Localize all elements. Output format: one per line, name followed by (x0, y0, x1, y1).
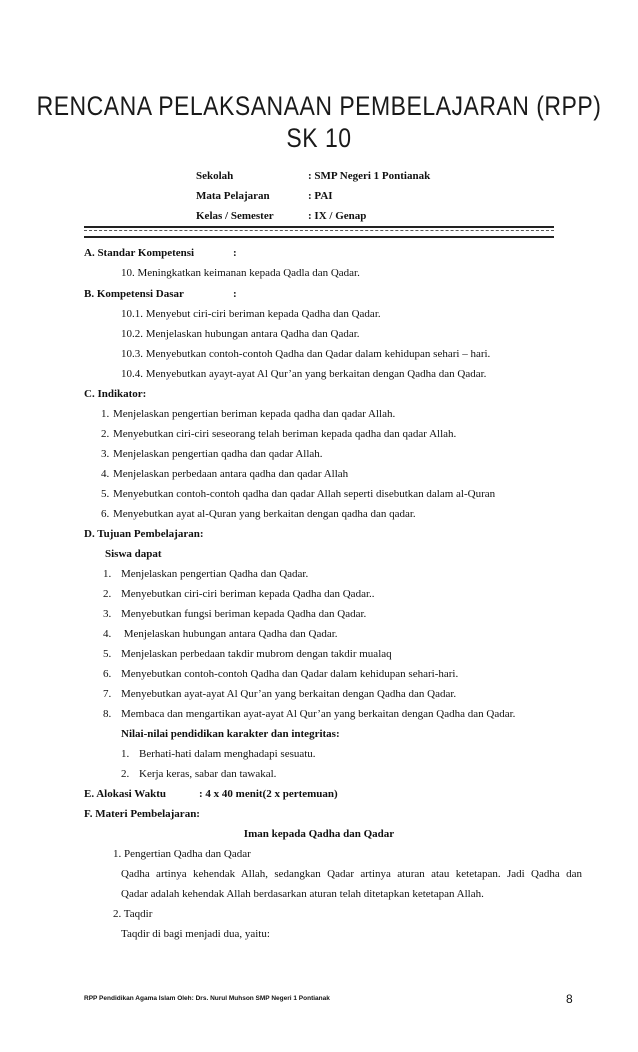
section-b-colon: : (233, 288, 237, 300)
item-text: Menyebutkan contoh-contoh Qadha dan Qadar dalam kehidupan sehari-hari. (121, 668, 459, 680)
info-row-subject (196, 190, 333, 202)
info-value: : IX / Genap (308, 210, 367, 222)
section-b-item: 10.1. Menyebut ciri-ciri beriman kepada Qadha dan Qadar. (121, 308, 381, 320)
section-d-item: 2. Menyebutkan ciri-ciri beriman kepada Qadha dan Qadar.. (103, 588, 375, 600)
section-c-item: 4. Menjelaskan perbedaan antara qadha dan qadar Allah (101, 468, 349, 480)
item-text: Menjelaskan pengertian beriman kepada qadha dan qadar Allah. (113, 408, 396, 420)
info-key: Mata Pelajaran (196, 190, 270, 202)
item-text: Menjelaskan perbedaan takdir mubrom dengan takdir mualaq (121, 648, 392, 660)
material-paragraph-line: Taqdir di bagi menjadi dua, yaitu: (121, 928, 270, 940)
section-d-item: 4. Menjelaskan hubungan antara Qadha dan Qadar. (103, 628, 338, 640)
section-c-item: 5. Menyebutkan contoh-contoh qadha dan qadar Allah seperti disebutkan dalam al-Quran (101, 488, 496, 500)
document-title: RENCANA PELAKSANAAN PEMBELAJARAN (RPP) (36, 90, 602, 121)
info-row-school (196, 170, 430, 182)
section-e-value: : 4 x 40 menit(2 x pertemuan) (199, 788, 338, 800)
item-text: Membaca dan mengartikan ayat-ayat Al Qur’an yang berkaitan dengan Qadha dan Qadar. (121, 708, 516, 720)
item-text: Menyebutkan contoh-contoh qadha dan qadar Allah seperti disebutkan dalam al-Quran (113, 488, 496, 500)
character-values-heading: Nilai-nilai pendidikan karakter dan integritas: (121, 728, 340, 740)
item-text: Menyebutkan ayat al-Quran yang berkaitan dengan qadha dan qadar. (113, 508, 416, 520)
info-row-class (196, 210, 366, 222)
material-title: Iman kepada Qadha dan Qadar (243, 828, 395, 840)
section-f-heading: F. Materi Pembelajaran: (84, 808, 200, 820)
item-text: Menjelaskan hubungan antara Qadha dan Qadar. (121, 628, 338, 640)
section-d-item: 5. Menjelaskan perbedaan takdir mubrom dengan takdir mualaq (103, 648, 392, 660)
section-d-heading: D. Tujuan Pembelajaran: (84, 528, 204, 540)
material-subheading: 2. Taqdir (113, 908, 153, 920)
section-d-item: 7. Menyebutkan ayat-ayat Al Qur’an yang berkaitan dengan Qadha dan Qadar. (103, 688, 457, 700)
item-text: Menyebutkan ayat-ayat Al Qur’an yang berkaitan dengan Qadha dan Qadar. (121, 688, 457, 700)
section-c-heading: C. Indikator: (84, 388, 147, 400)
section-b-heading: B. Kompetensi Dasar (84, 288, 184, 300)
section-d-item: 6. Menyebutkan contoh-contoh Qadha dan Qadar dalam kehidupan sehari-hari. (103, 668, 459, 680)
section-d-subheading: Siswa dapat (105, 548, 162, 560)
item-text: Menjelaskan pengertian qadha dan qadar Allah. (113, 448, 323, 460)
item-text: Menyebutkan ciri-ciri beriman kepada Qadha dan Qadar.. (121, 588, 375, 600)
character-value-item: 2. Kerja keras, sabar dan tawakal. (121, 768, 277, 780)
info-key: Sekolah (196, 170, 234, 182)
item-text: Menjelaskan pengertian Qadha dan Qadar. (121, 568, 309, 580)
info-value: : SMP Negeri 1 Pontianak (308, 170, 431, 182)
section-b-item: 10.2. Menjelaskan hubungan antara Qadha dan Qadar. (121, 328, 360, 340)
material-paragraph-line: Qadha artinya kehendak Allah, sedangkan Qadar artinya aturan atau ketetapan. Jadi Qadha dan (121, 868, 582, 880)
section-c-item: 1. Menjelaskan pengertian beriman kepada qadha dan qadar Allah. (101, 408, 396, 420)
item-text: Berhati-hati dalam menghadapi sesuatu. (139, 748, 316, 760)
section-a-colon: : (233, 247, 237, 259)
section-b-item: 10.4. Menyebutkan ayayt-ayat Al Qur’an yang berkaitan dengan Qadha dan Qadar. (121, 368, 487, 380)
item-text: Menjelaskan perbedaan antara qadha dan qadar Allah (113, 468, 349, 480)
material-subheading: 1. Pengertian Qadha dan Qadar (113, 848, 251, 860)
info-key: Kelas / Semester (196, 210, 274, 222)
section-c-item: 6. Menyebutkan ayat al-Quran yang berkaitan dengan qadha dan qadar. (101, 508, 416, 520)
section-b-item: 10.3. Menyebutkan contoh-contoh Qadha dan Qadar dalam kehidupan sehari – hari. (121, 348, 491, 360)
item-text: Kerja keras, sabar dan tawakal. (139, 768, 277, 780)
item-text: Menyebutkan ciri-ciri seseorang telah beriman kepada qadha dan qadar Allah. (113, 428, 457, 440)
section-c-item: 2. Menyebutkan ciri-ciri seseorang telah beriman kepada qadha dan qadar Allah. (101, 428, 457, 440)
document-subtitle: SK 10 (286, 122, 352, 153)
section-c-item: 3. Menjelaskan pengertian qadha dan qadar Allah. (101, 448, 323, 460)
item-text: Menyebutkan fungsi beriman kepada Qadha dan Qadar. (121, 608, 367, 620)
section-e-heading: E. Alokasi Waktu (84, 788, 167, 800)
info-value: : PAI (308, 190, 333, 202)
section-d-item: 1. Menjelaskan pengertian Qadha dan Qadar. (103, 568, 309, 580)
character-value-item: 1. Berhati-hati dalam menghadapi sesuatu. (121, 748, 316, 760)
material-paragraph-line: Qadar adalah kehendak Allah berdasarkan aturan telah ditetapkan ketetapan Allah. (121, 888, 484, 900)
double-separator-line (84, 226, 554, 238)
page-footer: RPP Pendidikan Agama Islam Oleh: Drs. Nurul Muhson SMP Negeri 1 Pontianak (84, 995, 330, 1002)
section-a-heading: A. Standar Kompetensi (84, 247, 195, 259)
section-a-item: 10. Meningkatkan keimanan kepada Qadla dan Qadar. (121, 267, 360, 279)
page-number: 8 (566, 992, 573, 1006)
section-d-item: 3. Menyebutkan fungsi beriman kepada Qadha dan Qadar. (103, 608, 367, 620)
section-d-item: 8. Membaca dan mengartikan ayat-ayat Al Qur’an yang berkaitan dengan Qadha dan Qadar. (103, 708, 516, 720)
